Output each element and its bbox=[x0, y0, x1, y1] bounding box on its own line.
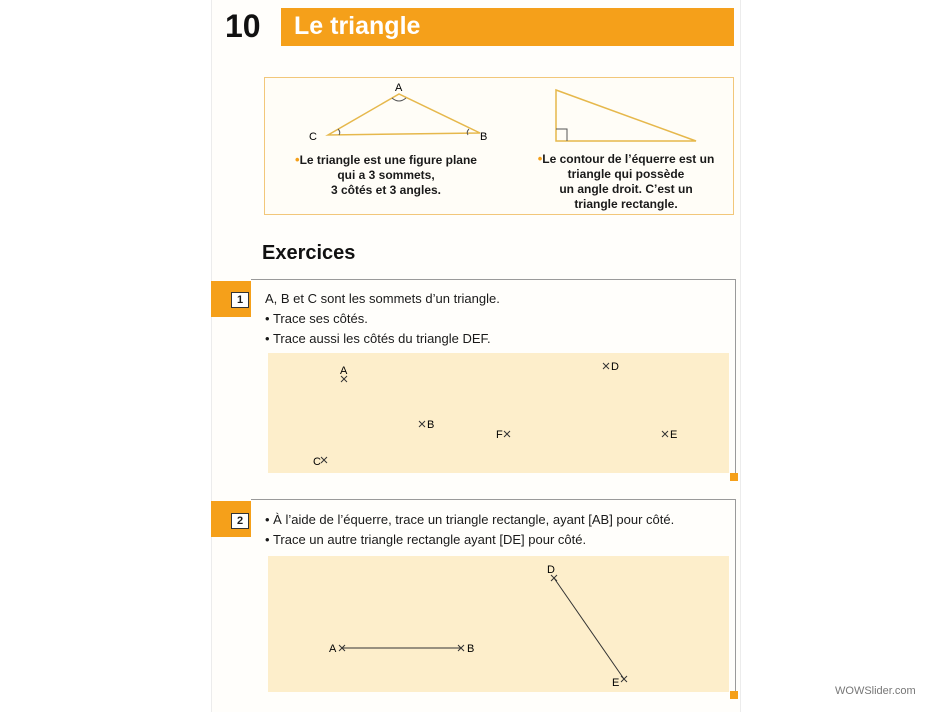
point-d-label: D bbox=[547, 564, 555, 576]
point-e-label: E bbox=[670, 429, 678, 441]
note-triangle bbox=[272, 152, 500, 198]
exercise-2-bullet-1: • À l’aide de l’équerre, trace un triangle rectangle, ayant [AB] pour côté. bbox=[265, 512, 675, 527]
point-f-label: F bbox=[496, 429, 503, 441]
bullet-dot: • bbox=[295, 152, 300, 167]
point-a-label: A bbox=[340, 365, 348, 377]
label-a: A bbox=[395, 82, 403, 94]
angle-mark-a bbox=[392, 98, 406, 101]
bullet-text: Trace ses côtés. bbox=[272, 311, 368, 326]
exercise-1-points bbox=[268, 353, 729, 473]
point-c-cross bbox=[321, 457, 327, 463]
note-left-line-2: qui a 3 sommets, bbox=[337, 168, 435, 182]
exercise-2-number: 2 bbox=[231, 513, 249, 529]
note-left-line-3: 3 côtés et 3 angles. bbox=[330, 183, 442, 197]
angle-mark-b bbox=[467, 129, 469, 135]
label-b: B bbox=[480, 131, 488, 143]
angle-mark-c bbox=[338, 129, 340, 135]
triangle-abc bbox=[328, 94, 480, 135]
note-right-line-2: triangle qui possède bbox=[567, 167, 685, 181]
page-title: Le triangle bbox=[294, 12, 421, 40]
note-equerre bbox=[520, 151, 732, 212]
bullet-text: À l’aide de l’équerre, trace un triangle rectangle, ayant [AB] pour côté. bbox=[273, 512, 675, 527]
exercises-heading: Exercices bbox=[262, 242, 356, 264]
bullet-text: Trace aussi les côtés du triangle DEF. bbox=[272, 331, 491, 346]
chapter-number: 10 bbox=[225, 8, 261, 44]
exercise-1-intro: A, B et C sont les sommets d’un triangle. bbox=[265, 291, 500, 306]
exercise-1-bullet-2: • Trace aussi les côtés du triangle DEF. bbox=[265, 331, 491, 346]
bullet-text: Trace un autre triangle rectangle ayant [DE] pour côté. bbox=[272, 532, 587, 547]
point-c-label: C bbox=[313, 456, 321, 468]
point-b-label: B bbox=[427, 419, 435, 431]
point-e-cross bbox=[621, 676, 627, 682]
exercise-1-corner bbox=[730, 473, 738, 481]
right-angle-mark bbox=[556, 129, 567, 141]
label-c: C bbox=[309, 131, 317, 143]
exercise-1-number: 1 bbox=[231, 292, 249, 308]
exercise-2-corner bbox=[730, 691, 738, 699]
exercise-2-instructions bbox=[265, 510, 674, 550]
exercise-2-bullet-2: • Trace un autre triangle rectangle ayant [DE] pour côté. bbox=[265, 532, 587, 547]
note-right-line-1: Le contour de l’équerre est un bbox=[542, 152, 715, 166]
point-d-label: D bbox=[611, 361, 619, 373]
point-d-cross bbox=[603, 363, 609, 369]
point-e-cross bbox=[662, 431, 668, 437]
point-f-cross bbox=[504, 431, 510, 437]
exercise-1-instructions bbox=[265, 289, 500, 349]
segment-de bbox=[554, 578, 624, 679]
point-b-label: B bbox=[467, 643, 475, 655]
watermark: WOWSlider.com bbox=[835, 685, 916, 697]
right-triangle bbox=[556, 90, 696, 141]
note-right-line-3: un angle droit. C’est un bbox=[559, 182, 693, 196]
note-left-line-1: Le triangle est une figure plane bbox=[299, 153, 477, 167]
note-right-line-4: triangle rectangle. bbox=[574, 197, 678, 211]
exercise-2-figures bbox=[268, 556, 729, 692]
exercise-1-bullet-1: • Trace ses côtés. bbox=[265, 311, 368, 326]
point-b-cross bbox=[419, 421, 425, 427]
point-e-label: E bbox=[612, 677, 620, 689]
bullet-dot: • bbox=[537, 151, 543, 166]
point-a-label: A bbox=[329, 643, 337, 655]
